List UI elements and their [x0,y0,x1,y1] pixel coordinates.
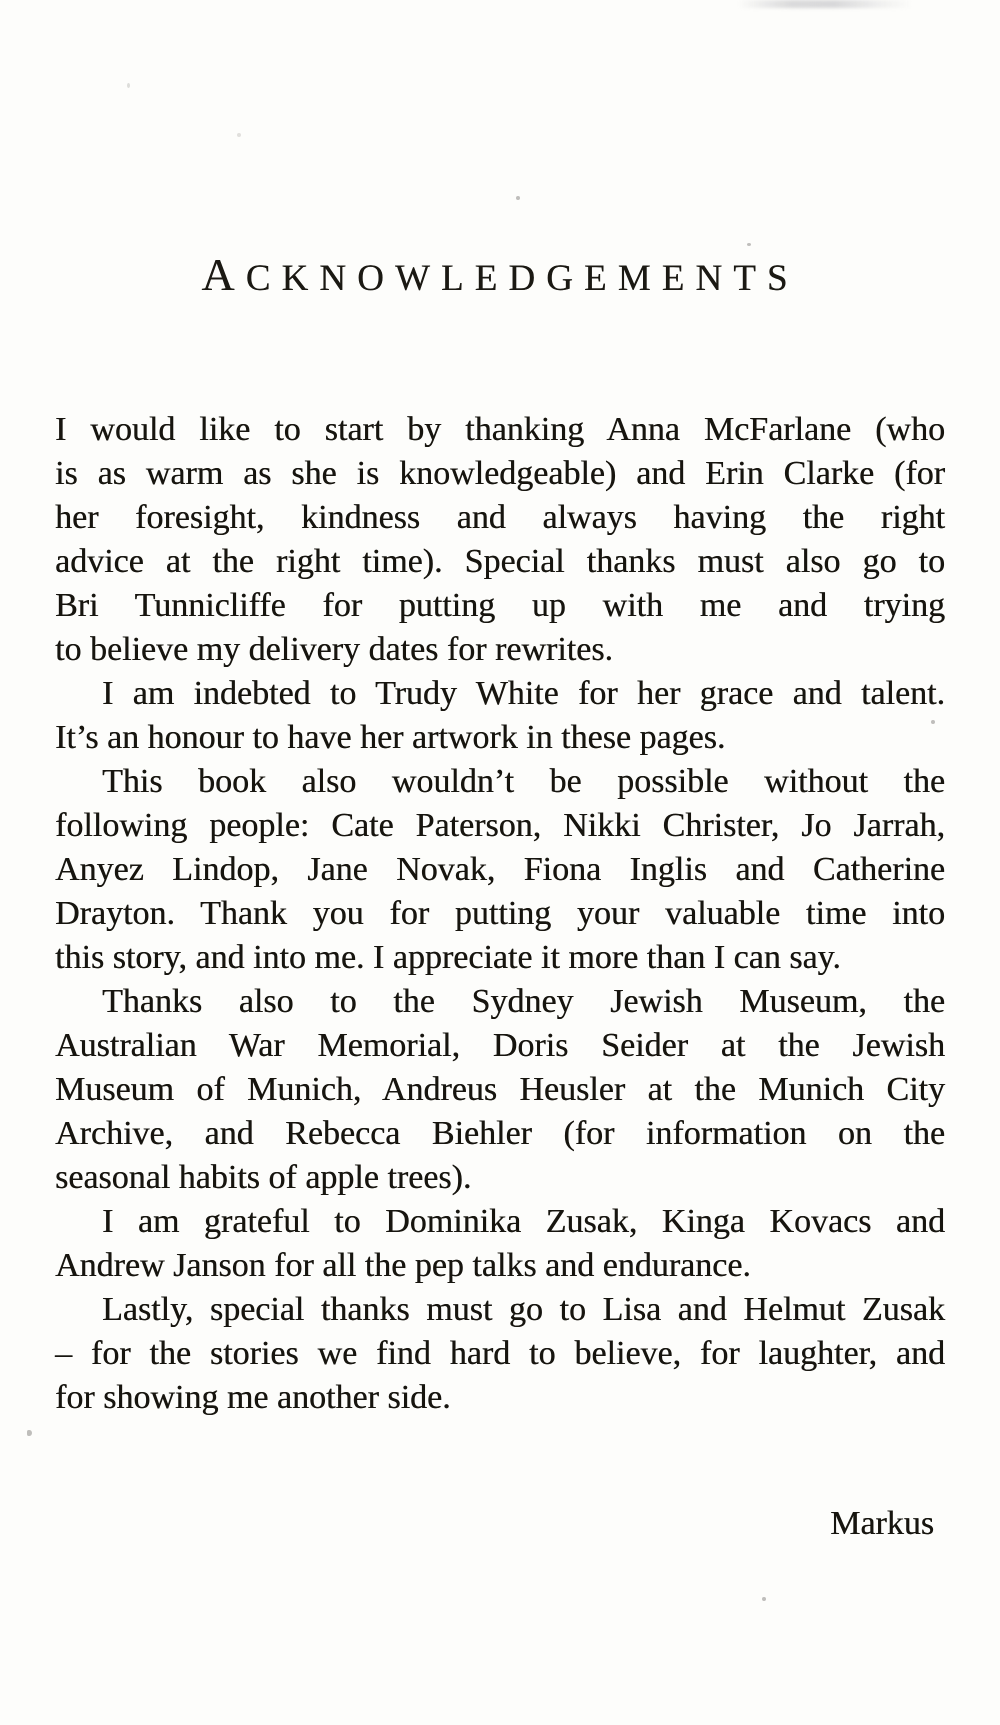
text-line: Lastly, special thanks must go to Lisa and Helmut Zusak [102,1291,945,1328]
signature: Markus [830,1505,934,1542]
scan-artifact [516,196,520,200]
text-line: Anyez Lindop, Jane Novak, Fiona Inglis and Catherine [55,851,945,888]
text-line: this story, and into me. I appreciate it more than I can say. [55,939,841,976]
scan-artifact [127,83,130,88]
text-line: is as warm as she is knowledgeable) and Erin Clarke (for [55,455,945,492]
text-line: Thanks also to the Sydney Jewish Museum, the [102,983,945,1020]
text-line: I am indebted to Trudy White for her grace and talent. [102,675,945,712]
text-line: This book also wouldn’t be possible without the [102,763,945,800]
page-title: ACKNOWLEDGEMENTS [201,249,799,300]
text-line: It’s an honour to have her artwork in these pages. [55,719,726,756]
text-line: to believe my delivery dates for rewrites. [55,631,613,668]
paragraph [55,760,945,980]
text-line: following people: Cate Paterson, Nikki Christer, Jo Jarrah, [55,807,945,844]
text-line: Australian War Memorial, Doris Seider at the Jewish [55,1027,945,1064]
text-line: Archive, and Rebecca Biehler (for information on the [55,1115,945,1152]
text-line: – for the stories we find hard to believe, for laughter, and [55,1335,945,1372]
text-line: I am grateful to Dominika Zusak, Kinga Kovacs and [102,1203,945,1240]
paragraph [55,1288,945,1420]
text-line: Drayton. Thank you for putting your valuable time into [55,895,945,932]
text-line: her foresight, kindness and always having the right [55,499,945,536]
text-line: seasonal habits of apple trees). [55,1159,472,1196]
scan-artifact [747,243,751,246]
paragraph [55,1200,945,1288]
body-text [55,408,945,1420]
text-line: Bri Tunnicliffe for putting up with me and trying [55,587,945,624]
text-line: for showing me another side. [55,1379,451,1416]
paragraph [55,980,945,1200]
paragraph [55,672,945,760]
text-line: Andrew Janson for all the pep talks and endurance. [55,1247,751,1284]
scan-artifact [237,133,241,137]
scan-artifact [738,0,913,8]
scan-artifact [27,1430,32,1436]
text-line: advice at the right time). Special thanks must also go to [55,543,945,580]
scan-artifact [762,1597,766,1601]
text-line: Museum of Munich, Andreus Heusler at the Munich City [55,1071,945,1108]
text-line: I would like to start by thanking Anna McFarlane (who [55,411,945,448]
paragraph [55,408,945,672]
